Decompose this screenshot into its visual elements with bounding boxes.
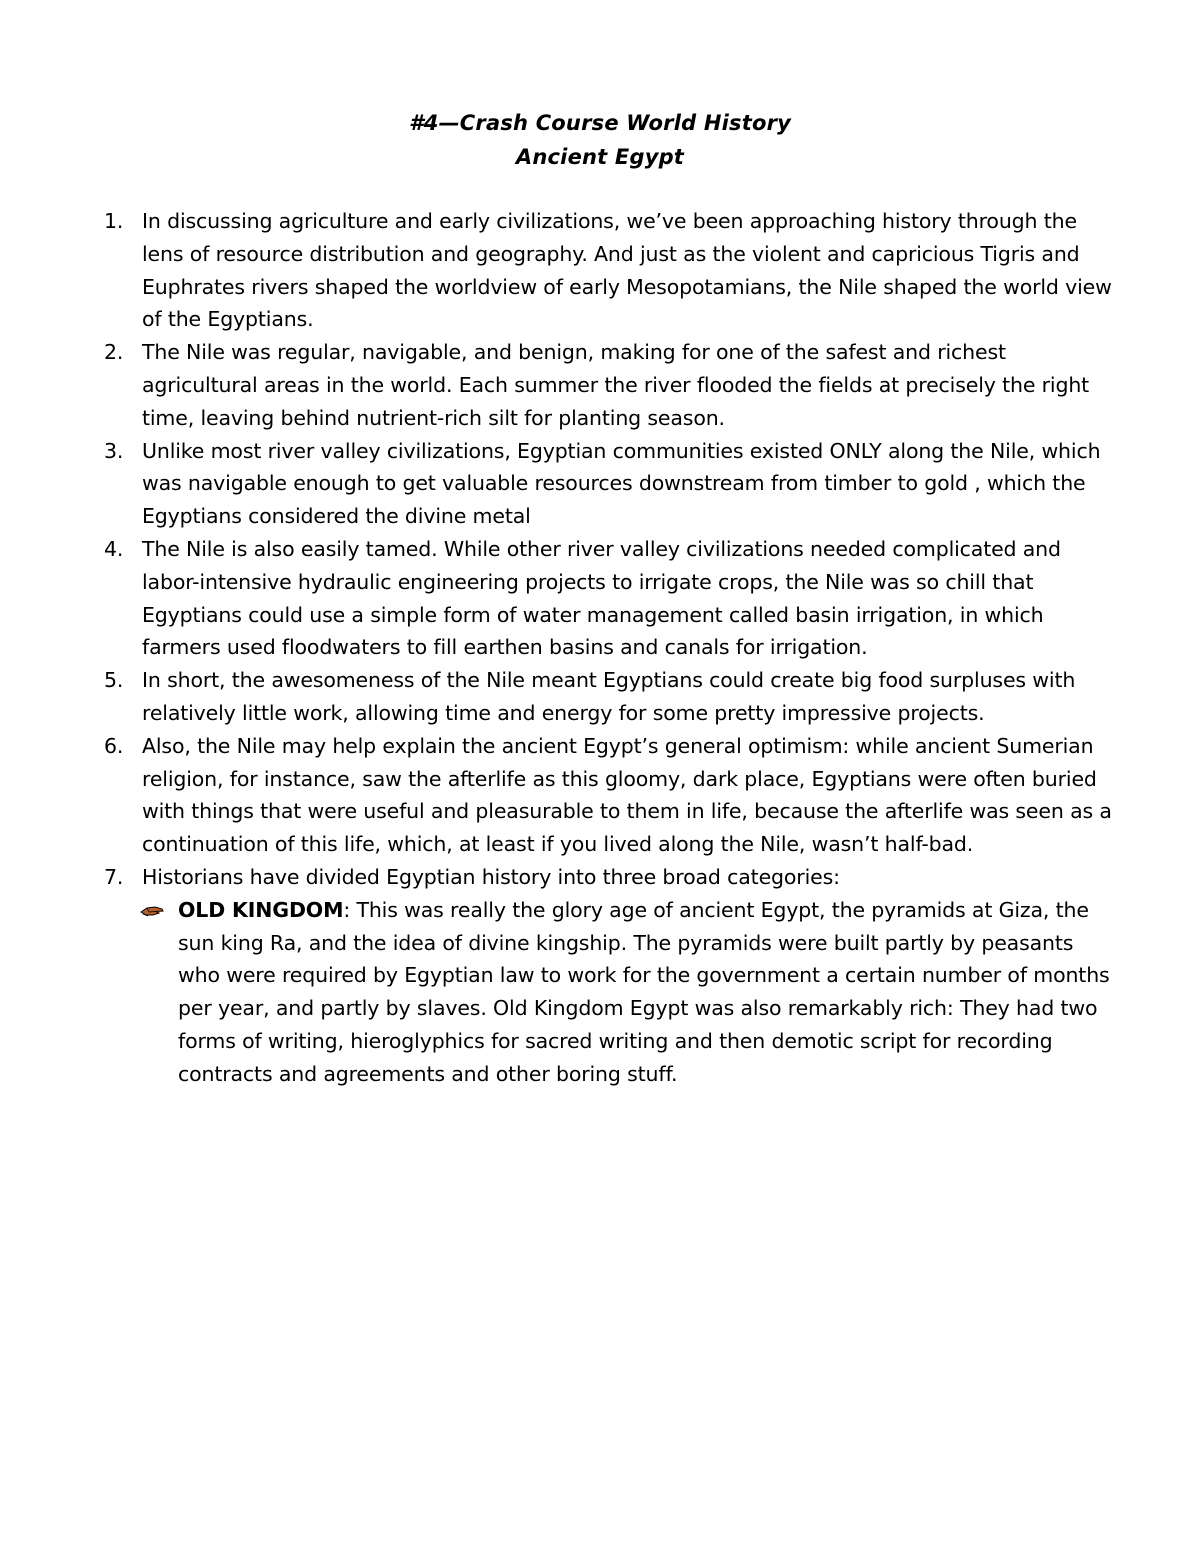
list-item <box>104 730 1114 861</box>
document-subtitle: Ancient Egypt <box>515 145 685 169</box>
title-block <box>0 106 1200 174</box>
item-number: 2. <box>104 340 124 365</box>
item-text: Also, the Nile may help explain the ancient Egypt’s general optimism: while ancient Sumerian religion, for instance, saw the afterlife as this gloomy, dark place, Egyptians were often buried with things that were useful and pleasurable to them in life, because the afterlife was seen as a continuation of this life, which, at least if you lived along the Nile, wasn’t half-bad. <box>142 733 1112 857</box>
item-number: 7. <box>104 864 124 889</box>
sub-list-item <box>104 894 1114 1091</box>
item-text: The Nile is also easily tamed. While other river valley civilizations needed complicated and labor-intensive hydraulic engineering projects to irrigate crops, the Nile was so chill that Egyptians could use a simple form of water management called basin irrigation, in which farmers used floodwaters to fill earthen basins and canals for irrigation. <box>142 536 1061 660</box>
item-text: The Nile was regular, navigable, and benign, making for one of the safest and richest agricultural areas in the world. Each summer the river flooded the fields at precisely the right time, leaving behind nutrient-rich silt for planting season. <box>142 340 1090 430</box>
item-number: 5. <box>104 668 124 693</box>
item-text: In short, the awesomeness of the Nile meant Egyptians could create big food surpluses with relatively little work, allowing time and energy for some pretty impressive projects. <box>142 668 1076 725</box>
item-number: 1. <box>104 209 124 233</box>
item-number: 3. <box>104 438 124 463</box>
numbered-list <box>104 205 1114 1091</box>
document-title: #4—Crash Course World History <box>408 111 792 135</box>
list-item <box>104 533 1114 664</box>
list-item <box>104 435 1114 533</box>
item-number: 4. <box>104 536 124 561</box>
item-text: Unlike most river valley civilizations, Egyptian communities existed ONLY along the Nile, which was navigable enough to get valuable resources downstream from timber to gold , which the Egyptians considered the divine metal <box>142 438 1101 529</box>
list-item <box>104 336 1114 434</box>
sub-item-heading: OLD KINGDOM <box>178 897 344 922</box>
sub-item-text: : This was really the glory age of ancient Egypt, the pyramids at Giza, the sun king Ra, and the idea of divine kingship. The pyramids were built partly by peasants who were required by Egyptian law to work for the government a certain number of months per year, and partly by slaves. Old Kingdom Egypt was also remarkably rich: They had two forms of writing, hieroglyphics for sacred writing and then demotic script for recording contracts and agreements and other boring stuff. <box>178 897 1110 1086</box>
list-item <box>104 205 1114 336</box>
item-number: 6. <box>104 733 124 758</box>
list-item <box>104 664 1114 730</box>
item-text: Historians have divided Egyptian history into three broad categories: <box>142 864 840 889</box>
item-text: In discussing agriculture and early civilizations, we’ve been approaching history through the lens of resource distribution and geography. And just as the violent and capricious Tigris and Euphrates rivers shaped the worldview of early Mesopotamians, the Nile shaped the world view of the Egyptians. <box>142 209 1112 332</box>
pointing-hand-icon <box>140 905 164 917</box>
list-item <box>104 861 1114 894</box>
